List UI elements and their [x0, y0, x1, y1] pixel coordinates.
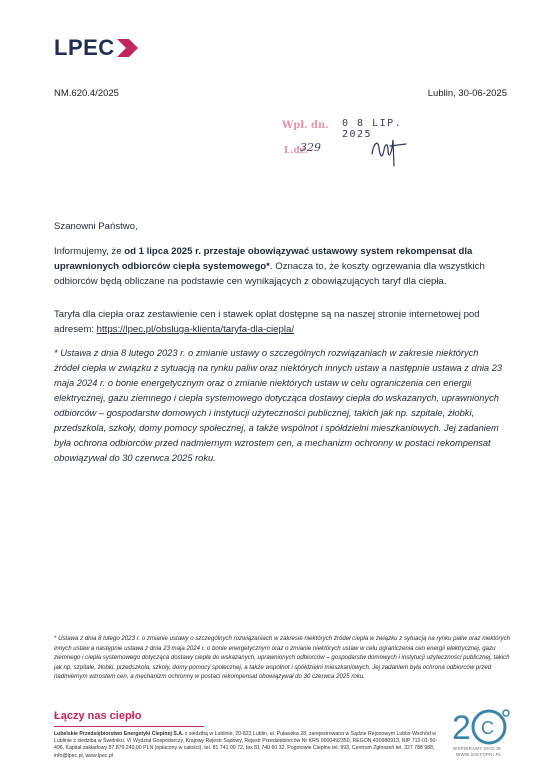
svg-text:C: C [481, 718, 494, 738]
paragraph-tariff-info [54, 307, 504, 337]
badge-website: WWW.20STOPNI.PL [456, 752, 502, 757]
handwritten-signature [366, 134, 410, 170]
letter-date: Lublin, 30-06-2025 [427, 88, 507, 99]
logo-chevron-icon [117, 39, 139, 57]
p1-emphasis: od 1 lipca 2025 r. przestaje obowiązywać ustawowy system rekompensat dla uprawnionych odbiorców ciepła systemowego* [54, 246, 473, 272]
company-details [54, 731, 446, 760]
slogan-part-1: Łączy [54, 710, 88, 722]
company-registration: z siedzibą w Lublinie, 20-822 Lublin, ul. Puławska 28, zarejestrowana w Sądzie Rejonowym Lublin-Wschód w Lublinie z siedzibą w Świdniku, VI Wydział Gospodarczy, Krajowy Rejestr Sądowy, Rejestr Przedsiębiorców Nr KRS 0000492350, REGON 430980913, NIP 712-01-50-496, Kapitał zakładowy 87.879.240,00 PLN (opłacony w całości), tel. 81 741 00 72, fax 81 740 60 32, Pogotowie Ciepłne tel. 993, Centrum Zgłoszeń tel. 327 788 988, info@lpec.pl, www.lpec.pl [54, 731, 438, 759]
reference-number: NM.620.4/2025 [54, 88, 119, 99]
p1-rest: . Oznacza to, że koszty ogrzewania dla wszystkich odbiorców będą obliczane na podstawie cen wynikających z obowiązujących taryf dla ciepła. [54, 261, 485, 287]
greeting: Szanowni Państwo, [54, 221, 138, 232]
p2-text: Taryfa dla ciepła oraz zestawienie cen i stawek opłat dostępne są na naszej stronie internetowej pod adresem: [54, 309, 480, 335]
stamp-registry-number: 329 [300, 141, 321, 154]
badge-caption: WSPIERAMY EKO.JE [453, 746, 502, 751]
company-name: Lubelskie Przedsiębiorstwo Energetyki Cieplnej S.A. [54, 731, 184, 737]
p1-intro: Informujemy, że [54, 246, 125, 257]
stamp-label-wpl: Wpł. dn. [282, 120, 329, 131]
tariff-link[interactable]: https://lpec.pl/obsluga-klienta/taryfa-dla-ciepla/ [96, 324, 294, 335]
company-logo [54, 35, 139, 61]
logo-text: LPEC [54, 35, 115, 60]
stamp-received-date: 0 8 LIP. 2025 [342, 118, 403, 140]
20-stopni-badge [448, 705, 518, 755]
footnote: * Ustawa z dnia 8 lutego 2023 r. o zmianie ustawy o szczególnych rozwiązaniach w zakresie niektórych źródeł ciepła w związku z sytuacją na rynku paliw oraz niektórych innych ustaw a następnie ustawa z dnia 23 maja 2024 r. o bonie energetycznym oraz o zmianie niektórych ustaw w celu ograniczenia cen energii elektrycznej, gazu ziemnego i ciepła systemowego dotycząca dostawy ciepła do wskazanych, uprawnionych odbiorców – gospodarstw domowych i instytucji użyteczności publicznej, takich jak np. szpitale, żłobki, przedszkola, szkoły, domy pomocy społecznej, a także wspólnot i spółdzielni mieszkaniowych. Jej zadaniem była ochrona odbiorców przed nadmiernym wzrostem cen, a mechanizm ochronny w postaci rekompensat obowiązywał do 30 czerwca 2025 roku. [54, 635, 511, 681]
paragraph-legal-note: * Ustawa z dnia 8 lutego 2023 r. o zmianie ustawy o szczególnych rozwiązaniach w zakresie niektórych źródeł ciepła w związku z sytuacją na rynku paliw oraz niektórych innych ustaw a następnie ustawa z dnia 23 maja 2024 r. o bonie energetycznym oraz o zmianie niektórych ustaw w celu ograniczenia cen energii elektrycznej, gazu ziemnego i ciepła systemowego dotycząca dostawy ciepła do wskazanych, uprawnionych odbiorców – gospodarstw domowych i instytucji użyteczności publicznej, takich jak np. szpitale, żłobki, przedszkola, szkoły, domy pomocy społecznej, a także wspólnot i spółdzielni mieszkaniowych. Jej zadaniem była ochrona odbiorców przed nadmiernym wzrostem cen, a mechanizm ochronny w postaci rekompensat obowiązywał do 30 czerwca 2025 roku. [54, 348, 503, 463]
20-degrees-logo-icon [448, 705, 518, 747]
slogan-part-3: ciepło [109, 710, 142, 722]
svg-text:2: 2 [452, 709, 471, 747]
paragraph-announcement [54, 244, 504, 289]
footer-slogan [54, 710, 141, 722]
slogan-part-2: nas [87, 710, 110, 722]
footer-divider [54, 726, 204, 727]
received-stamp [278, 114, 438, 170]
stamp-label-ldz: L.dz. [284, 146, 308, 156]
